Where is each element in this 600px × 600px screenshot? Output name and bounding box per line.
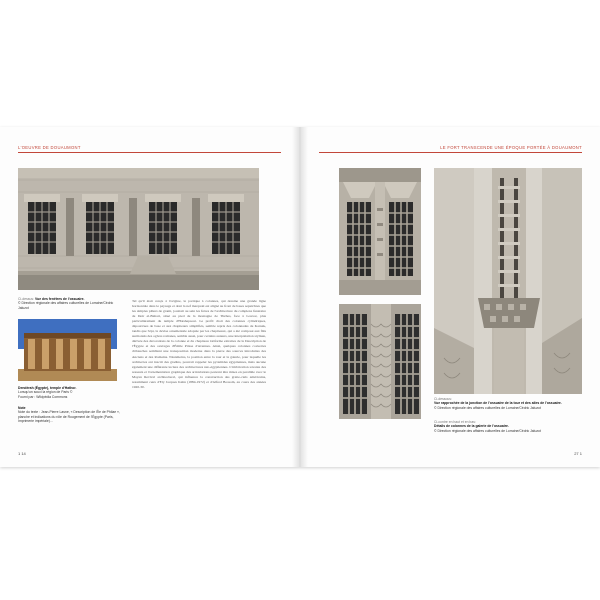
header-rule-right bbox=[319, 152, 582, 153]
small-photo-caption bbox=[18, 386, 122, 399]
main-photo-caption bbox=[18, 297, 122, 310]
window-caption bbox=[434, 397, 582, 410]
note-text: Note du texte : Jean-Pierre Lasne, « Description de l'Île de Philae », planche et indications du rôle de Rougement de l'Égypte (Paris, Imprimerie impériale)... bbox=[18, 410, 120, 423]
running-head-right: LE FORT TRANSCENDE UNE ÉPOQUE PORTÉE À DOUAUMONT bbox=[440, 145, 582, 150]
dendera-temple-photo bbox=[18, 319, 117, 381]
body-text-column: Tel qu'il était conçu à l'origine, le portique à colonnes, qui dessine une grande ligne horizontale dans le paysage et dont la nef marquait est aligné au front de bases sepulchres que les simples piliers de granit, jouxtait au sein les frères de l'architecture du complexe funéraire de Deir el-Bahari, situé au pied de la montagne de Thèbes, face à Louxor, plus particulièrement du temple d'Hatshepsout. Le profil droit des colonnes cylindriques, dépourvues de base et aux chapiteaux simplifiés, semble repris des colonnades de Karnak, tandis que l'épi, la devise ornementale adoptée par les chapiteaux, qui a été composé aux fûts surmontés des ogives romanes, semble aussi, pour certains auteurs, une interprétation stylisée, dérivée des décorations de la colonne et du chapiteau lotiforme extraites de la Description de l'Égypte et des ouvrages d'Émile Prisse d'Avennes. Ainsi, quelques colonnes couvertes d'ébauches semblent une transposition moderne dans la pierre des sources introduites des Anciens et des Romains. Néanmoins, la position entre la tour et la galerie, pour laquelle les architectes ont inscrit des gradins, pourrait rappeler les pyramides égyptiennes, mais aucune également une différente lecture des architectures néo-égyptiennes. L'imbrication savante des ressauts et l'ornementation graphique des articulations peuvent être mises en parallèle avec le Mayan Revival architectural, qui influence la construction des gratte-ciels américains, notamment ceux d'Ely Jacques Kahn (1884-1972) et d'Alfred Bossom, au cours des années 1920-30. bbox=[132, 299, 266, 389]
right-page bbox=[301, 127, 600, 467]
column-detail-photo bbox=[339, 304, 421, 419]
window-caption-credit: © Direction régionale des affaires culturelles de Lorraine/Cédric Jaluzot bbox=[434, 405, 541, 410]
caption-label: Ci-dessus: bbox=[18, 297, 35, 301]
small-caption-notes: Fourni par : Wikipédia Commons bbox=[18, 394, 68, 399]
book-gutter bbox=[292, 127, 308, 467]
small-caption-credit: Lorsqu'un souci la région de Paris © bbox=[18, 390, 73, 395]
tower-caption bbox=[434, 420, 582, 433]
left-page bbox=[0, 127, 299, 467]
tower-caption-credit: © Direction régionale des affaires culturelles de Lorraine/Cédric Jaluzot bbox=[434, 428, 541, 433]
note-block bbox=[18, 406, 122, 423]
tower-photo bbox=[434, 168, 582, 394]
folio-left: 1 14 bbox=[18, 451, 26, 456]
tower-caption-label: Ci-contre en haut et en bas: bbox=[434, 420, 476, 424]
window-caption-title: Vue rapprochée de la jonction de l'ossuaire de la tour et des ailes de l'ossuaire. bbox=[434, 401, 562, 406]
ossuary-windows-photo bbox=[18, 168, 259, 290]
caption-credit: © Direction régionale des affaires culturelles de Lorraine/Cédric Jaluzot bbox=[18, 301, 114, 310]
book-spread bbox=[0, 127, 600, 467]
caption-title: Vue des fenêtres de l'ossuaire. bbox=[34, 297, 85, 301]
header-rule-left bbox=[18, 152, 281, 153]
folio-right: 27 1 bbox=[574, 451, 582, 456]
small-caption-title: Dendérah (Égypte), temple d'Hathor. bbox=[18, 386, 77, 390]
window-detail-photo bbox=[339, 168, 421, 295]
window-caption-label: Ci-dessous: bbox=[434, 397, 452, 401]
note-heading: Note bbox=[18, 406, 26, 410]
tower-caption-title: Détails de colonnes de la galerie de l'ossuaire. bbox=[434, 424, 509, 429]
running-head-left: L'OEUVRE DE DOUAUMONT bbox=[18, 145, 81, 150]
